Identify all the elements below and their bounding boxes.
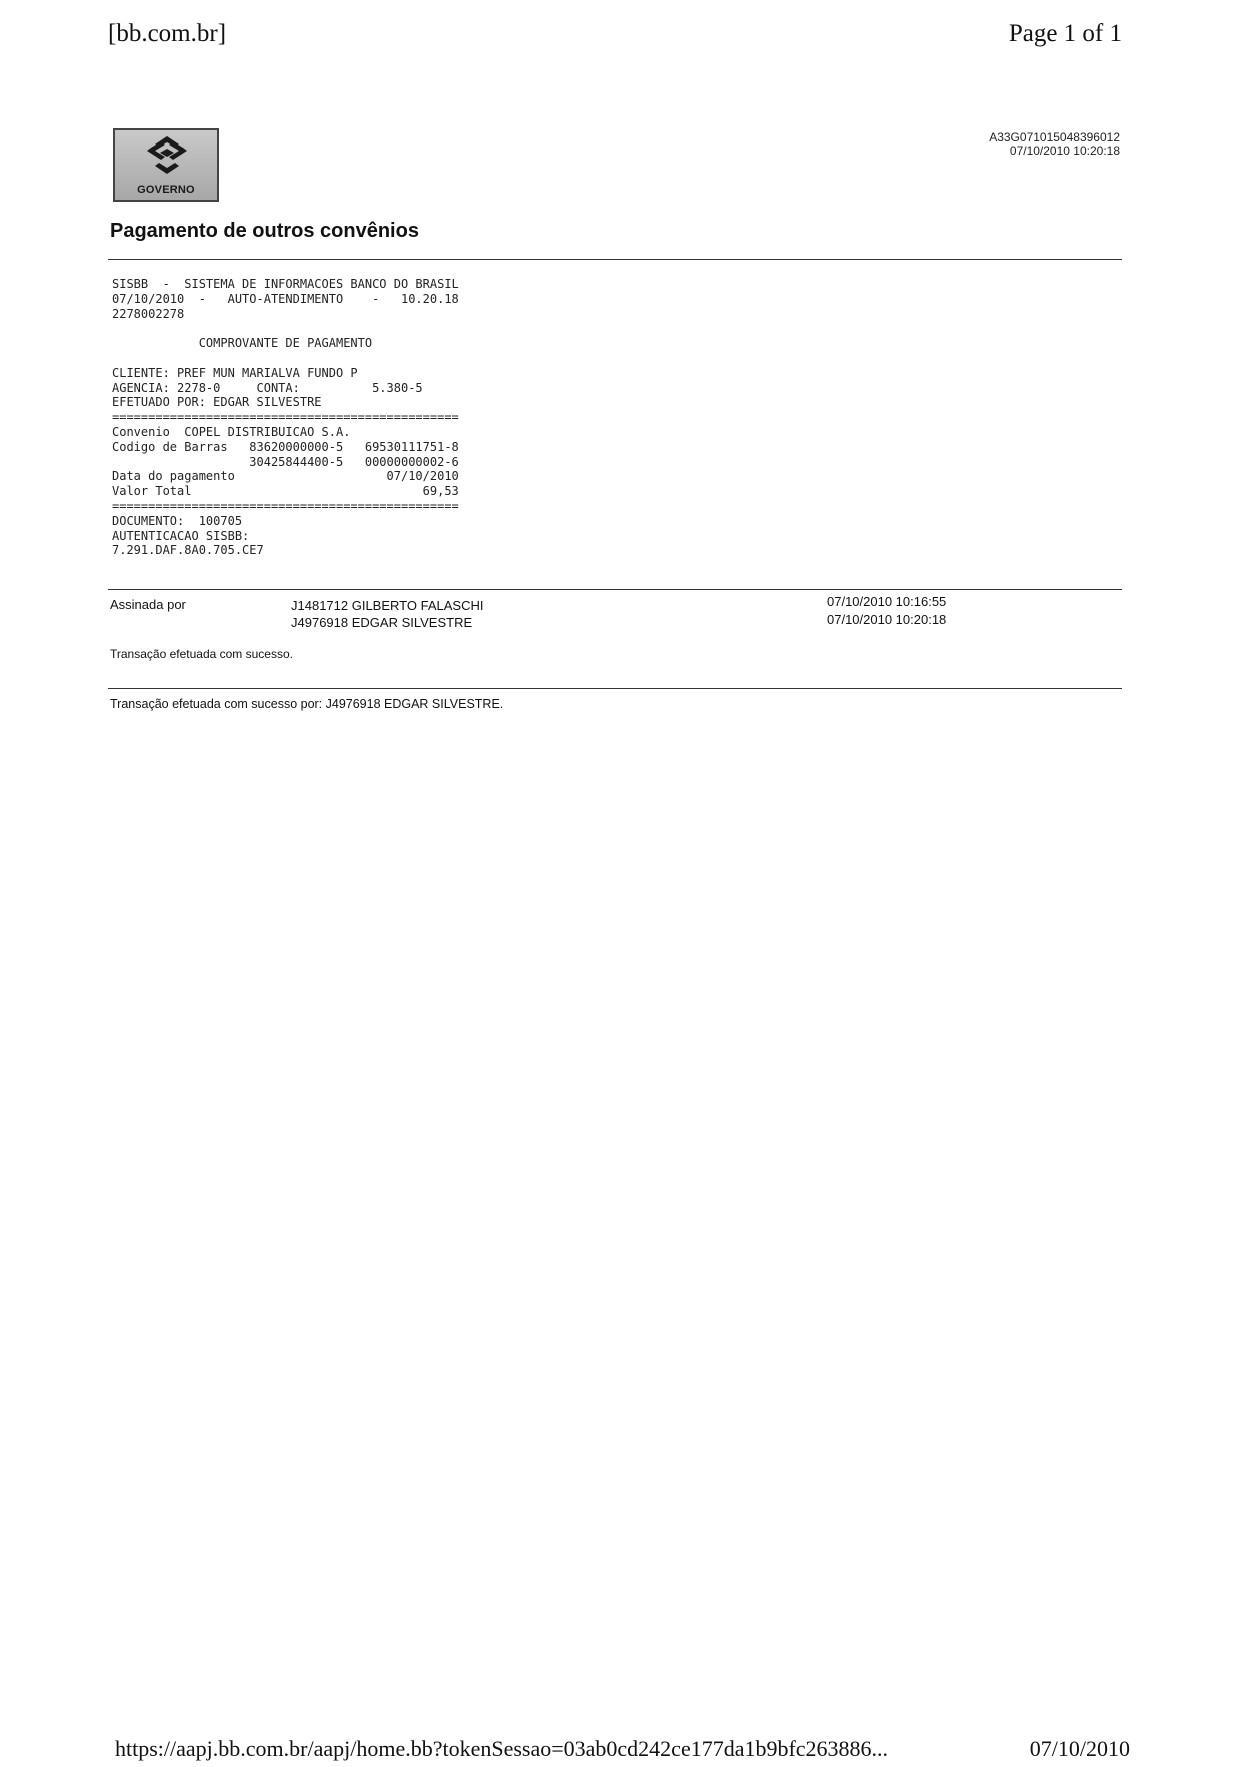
final-message: Transação efetuada com sucesso por: J4976918 EDGAR SILVESTRE. xyxy=(110,697,504,711)
receipt-line: Valor Total 69,53 xyxy=(112,484,459,499)
logo-label: GOVERNO xyxy=(137,184,195,196)
print-footer-date: 07/10/2010 xyxy=(1029,1736,1130,1761)
receipt-line: ================================================ xyxy=(112,498,459,513)
document-id: A33G071015048396012 xyxy=(989,130,1120,144)
signer-name: J1481712 GILBERTO FALASCHI xyxy=(291,598,484,613)
title-divider xyxy=(108,259,1122,260)
receipt-line: 07/10/2010 - AUTO-ATENDIMENTO - 10.20.18 xyxy=(112,291,459,306)
payment-receipt xyxy=(112,277,459,558)
receipt-line: ================================================ xyxy=(112,410,459,425)
print-footer-url: https://aapj.bb.com.br/aapj/home.bb?tokenSessao=03ab0cd242ce177da1b9bfc263886... xyxy=(115,1736,889,1761)
receipt-line xyxy=(112,351,459,366)
receipt-line: 2278002278 xyxy=(112,306,185,321)
signatures-label: Assinada por xyxy=(110,597,186,612)
receipt-line: EFETUADO POR: EDGAR SILVESTRE xyxy=(112,395,322,410)
receipt-line: AGENCIA: 2278-0 CONTA: 5.380-5 xyxy=(112,380,423,395)
receipt-line: 30425844400-5 00000000002-6 xyxy=(112,454,459,469)
footer-divider xyxy=(108,688,1122,689)
signer-name: J4976918 EDGAR SILVESTRE xyxy=(291,615,473,630)
receipt-line: 7.291.DAF.8A0.705.CE7 xyxy=(112,543,264,558)
signature-divider xyxy=(108,589,1122,590)
page-title: Pagamento de outros convênios xyxy=(110,220,419,242)
document-meta xyxy=(989,130,1120,158)
receipt-line: Data do pagamento 07/10/2010 xyxy=(112,469,459,484)
receipt-line: Codigo de Barras 83620000000-5 69530111751-8 xyxy=(112,439,459,454)
banco-do-brasil-logo xyxy=(113,128,219,202)
receipt-line: AUTENTICACAO SISBB: xyxy=(112,528,250,543)
receipt-line: CLIENTE: PREF MUN MARIALVA FUNDO P xyxy=(112,365,358,380)
banco-do-brasil-logo-icon xyxy=(145,134,189,176)
status-message: Transação efetuada com sucesso. xyxy=(110,647,293,661)
receipt-line: COMPROVANTE DE PAGAMENTO xyxy=(112,336,373,351)
print-header-page-number: Page 1 of 1 xyxy=(1008,20,1122,47)
signer-datetime: 07/10/2010 10:16:55 xyxy=(827,594,947,609)
receipt-line: Convenio COPEL DISTRIBUICAO S.A. xyxy=(112,424,351,439)
receipt-line: SISBB - SISTEMA DE INFORMACOES BANCO DO BRASIL xyxy=(112,277,459,291)
signer-datetime: 07/10/2010 10:20:18 xyxy=(827,612,947,627)
document-datetime: 07/10/2010 10:20:18 xyxy=(1009,144,1120,158)
print-header-site: [bb.com.br] xyxy=(108,20,227,47)
receipt-line xyxy=(112,321,459,336)
receipt-line: DOCUMENTO: 100705 xyxy=(112,513,243,528)
